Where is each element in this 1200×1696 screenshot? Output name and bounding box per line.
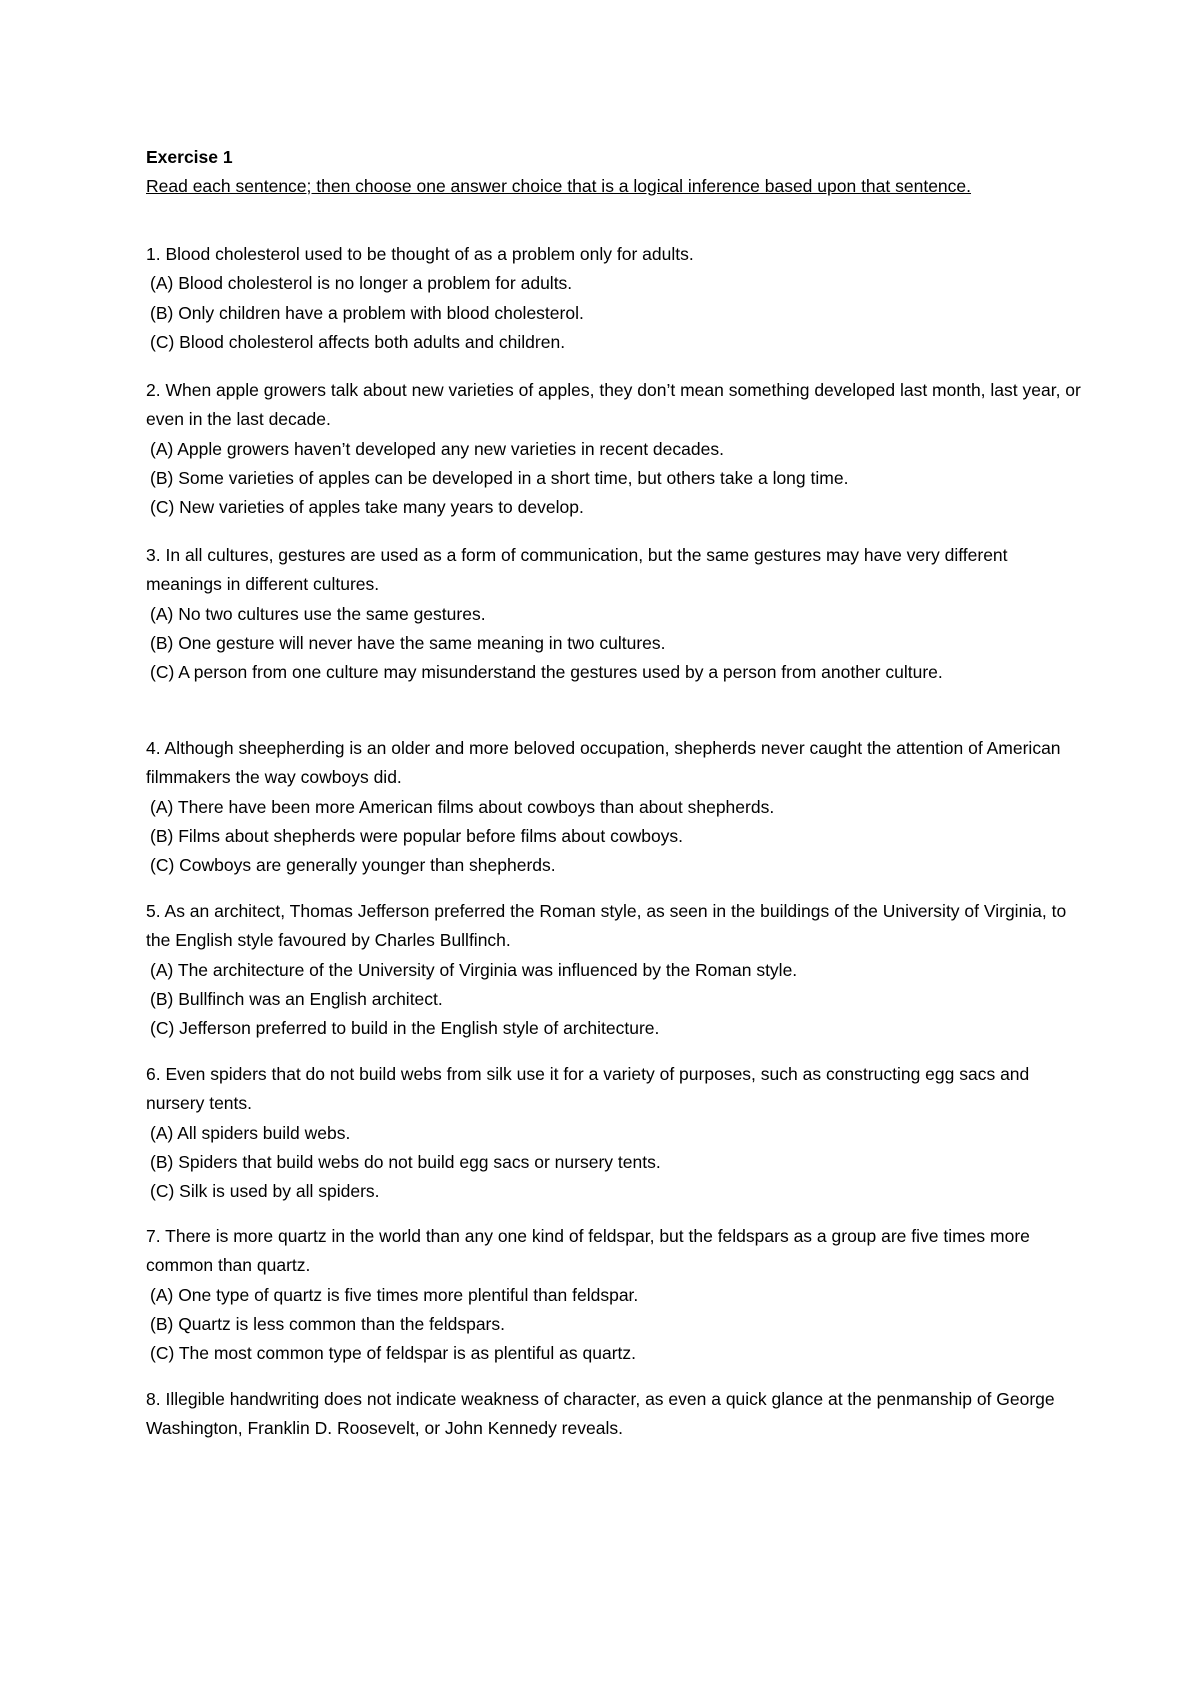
question-stem bbox=[146, 1222, 1086, 1281]
question-number: 7. bbox=[146, 1226, 161, 1246]
instruction-text: Read each sentence; then choose one answer choice that is a logical inference based upon that sentence. bbox=[146, 176, 972, 196]
question-text: When apple growers talk about new varieties of apples, they don’t mean something developed last month, last year, or even in the last decade. bbox=[146, 380, 1081, 430]
answer-option-b: (B) Spiders that build webs do not build egg sacs or nursery tents. bbox=[150, 1151, 661, 1172]
question-stem bbox=[146, 897, 1086, 956]
question-text: There is more quartz in the world than any one kind of feldspar, but the feldspars as a group are five times more common than quartz. bbox=[146, 1226, 1030, 1276]
answer-option-a: (A) There have been more American films about cowboys than about shepherds. bbox=[150, 796, 775, 817]
question-6 bbox=[146, 1060, 1086, 1206]
question-2 bbox=[146, 376, 1086, 522]
answer-option-c: (C) A person from one culture may misunderstand the gestures used by a person from another culture. bbox=[150, 662, 943, 683]
answer-option-c: (C) The most common type of feldspar is as plentiful as quartz. bbox=[150, 1343, 636, 1364]
question-number: 8. bbox=[146, 1389, 161, 1409]
question-stem bbox=[146, 1060, 1086, 1119]
answer-option-a: (A) All spiders build webs. bbox=[150, 1122, 351, 1143]
question-stem bbox=[146, 734, 1086, 793]
question-5 bbox=[146, 897, 1086, 1043]
answer-option-b: (B) Films about shepherds were popular before films about cowboys. bbox=[150, 825, 684, 846]
question-stem bbox=[146, 1385, 1086, 1444]
question-number: 4. bbox=[146, 738, 161, 758]
question-text: Although sheepherding is an older and more beloved occupation, shepherds never caught the attention of American filmmakers the way cowboys did. bbox=[146, 738, 1061, 788]
answer-option-c: (C) Cowboys are generally younger than shepherds. bbox=[150, 855, 556, 876]
question-number: 1. bbox=[146, 244, 161, 264]
answer-option-b: (B) Bullfinch was an English architect. bbox=[150, 988, 443, 1009]
question-text: Even spiders that do not build webs from silk use it for a variety of purposes, such as constructing egg sacs and nursery tents. bbox=[146, 1064, 1030, 1114]
question-number: 2. bbox=[146, 380, 161, 400]
question-text: Illegible handwriting does not indicate weakness of character, as even a quick glance at the penmanship of George Washington, Franklin D. Roosevelt, or John Kennedy reveals. bbox=[146, 1389, 1055, 1439]
question-text: As an architect, Thomas Jefferson preferred the Roman style, as seen in the buildings of the University of Virginia, to the English style favoured by Charles Bullfinch. bbox=[146, 901, 1067, 951]
question-4 bbox=[146, 734, 1086, 880]
answer-option-c: (C) Jefferson preferred to build in the English style of architecture. bbox=[150, 1018, 660, 1039]
question-7 bbox=[146, 1222, 1086, 1368]
answer-option-a: (A) One type of quartz is five times more plentiful than feldspar. bbox=[150, 1284, 639, 1305]
question-stem bbox=[146, 541, 1086, 600]
question-text: Blood cholesterol used to be thought of as a problem only for adults. bbox=[165, 244, 694, 264]
question-number: 5. bbox=[146, 901, 161, 921]
exercise-title: Exercise 1 bbox=[146, 147, 233, 167]
answer-option-a: (A) No two cultures use the same gestures. bbox=[150, 603, 486, 624]
question-stem bbox=[146, 240, 1086, 269]
question-number: 6. bbox=[146, 1064, 161, 1084]
answer-option-c: (C) New varieties of apples take many years to develop. bbox=[150, 497, 584, 518]
answer-option-b: (B) One gesture will never have the same meaning in two cultures. bbox=[150, 632, 666, 653]
answer-option-c: (C) Blood cholesterol affects both adults and children. bbox=[150, 331, 566, 352]
question-text: In all cultures, gestures are used as a form of communication, but the same gestures may have very different meanings in different cultures. bbox=[146, 545, 1008, 595]
question-1 bbox=[146, 240, 1086, 357]
question-3 bbox=[146, 541, 1086, 687]
answer-option-c: (C) Silk is used by all spiders. bbox=[150, 1181, 380, 1202]
question-number: 3. bbox=[146, 545, 161, 565]
answer-option-a: (A) Blood cholesterol is no longer a problem for adults. bbox=[150, 273, 573, 294]
question-8 bbox=[146, 1385, 1086, 1444]
answer-option-b: (B) Some varieties of apples can be developed in a short time, but others take a long time. bbox=[150, 467, 849, 488]
question-stem bbox=[146, 376, 1086, 435]
answer-option-a: (A) The architecture of the University of Virginia was influenced by the Roman style. bbox=[150, 959, 798, 980]
answer-option-b: (B) Only children have a problem with blood cholesterol. bbox=[150, 302, 584, 323]
answer-option-a: (A) Apple growers haven’t developed any new varieties in recent decades. bbox=[150, 438, 724, 459]
answer-option-b: (B) Quartz is less common than the feldspars. bbox=[150, 1313, 505, 1334]
